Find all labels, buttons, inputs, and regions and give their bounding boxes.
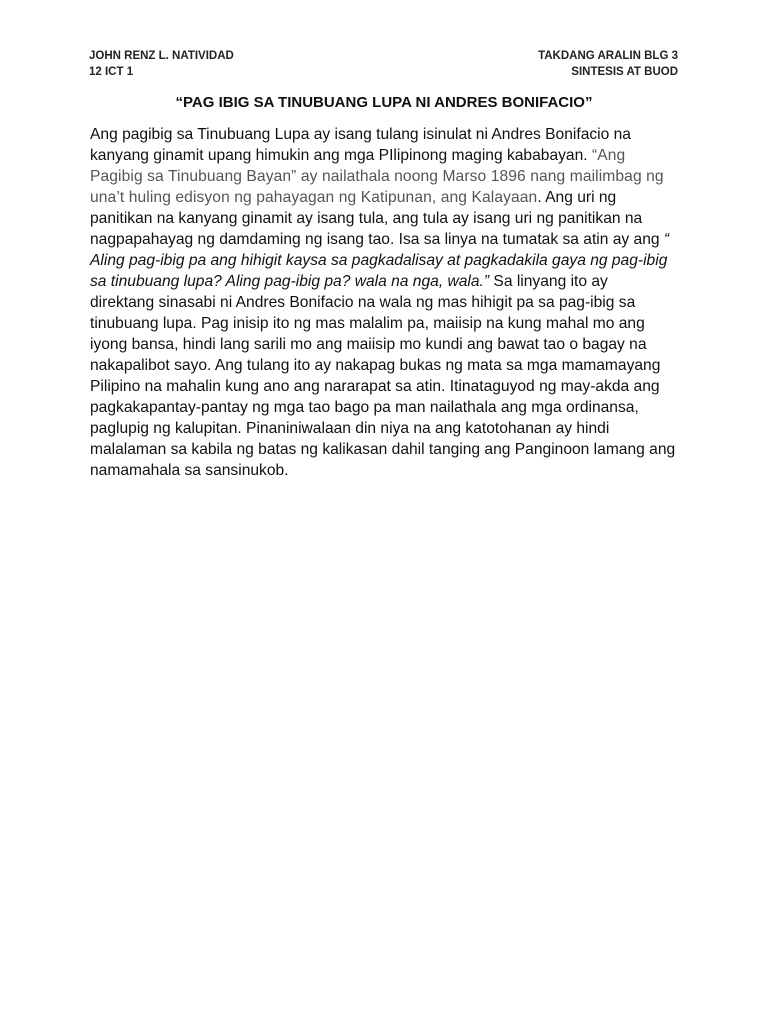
document-title: “PAG IBIG SA TINUBUANG LUPA NI ANDRES BONIFACIO” <box>175 94 593 111</box>
class-section: 12 ICT 1 <box>89 66 134 78</box>
body-text-quote: “ Aling pag-ibig pa ang hihigit kaysa sa pagkadalisay at pagkadakila gaya ng pag-ibig sa tinubuang lupa? Aling pag-ibig pa? wala na nga, wala.” <box>90 231 670 290</box>
assignment-label: TAKDANG ARALIN BLG 3 <box>538 50 678 62</box>
body-text-intro: Ang pagibig sa Tinubuang Lupa ay isang tulang isinulat ni Andres Bonifacio na kanyang ginamit upang himukin ang mga PIlipinong maging kababayan. <box>90 126 631 164</box>
header-left <box>89 48 234 80</box>
body-text-genre: . Ang uri ng panitikan na kanyang ginamit ay isang tula, ang tula ay isang uri ng panitikan na nagpapahayag ng damdaming ng isang tao. Isa sa linya na tumatak sa atin ay ang <box>90 189 664 248</box>
author-name: JOHN RENZ L. NATIVIDAD <box>89 50 234 62</box>
body-text-analysis: Sa linyang ito ay direktang sinasabi ni Andres Bonifacio na wala ng mas hihigit pa sa pag-ibig sa tinubuang lupa. Pag inisip ito ng mas malalim pa, maiisip na kung mahal mo ang iyong bansa, hindi lang sarili mo ang maiisip mo kundi ang bawat tao o bagay na nakapalibot sayo. Ang tulang ito ay nakapag bukas ng mata sa mga mamamayang Pilipino na mahalin kung ano ang nararapat sa atin. Itinataguyod ng may-akda ang pagkakapantay-pantay ng mga tao bago pa man nailathala ang mga ordinansa, paglupig ng kalupitan. Pinaniniwalaan din niya na ang katotohanan ay hindi malalaman sa kabila ng batas ng kalikasan dahil tanging ang Panginoon lamang ang namamahala sa sansinukob. <box>90 273 676 479</box>
header-right <box>538 48 678 80</box>
body-text-publication: “Ang Pagibig sa Tinubuang Bayan” ay nailathala noong Marso 1896 nang mailimbag ng una’t huling edisyon ng pahayagan ng Katipunan, ang Kalayaan <box>90 147 664 206</box>
body-paragraph <box>90 124 676 481</box>
subject-label: SINTESIS AT BUOD <box>571 66 678 78</box>
